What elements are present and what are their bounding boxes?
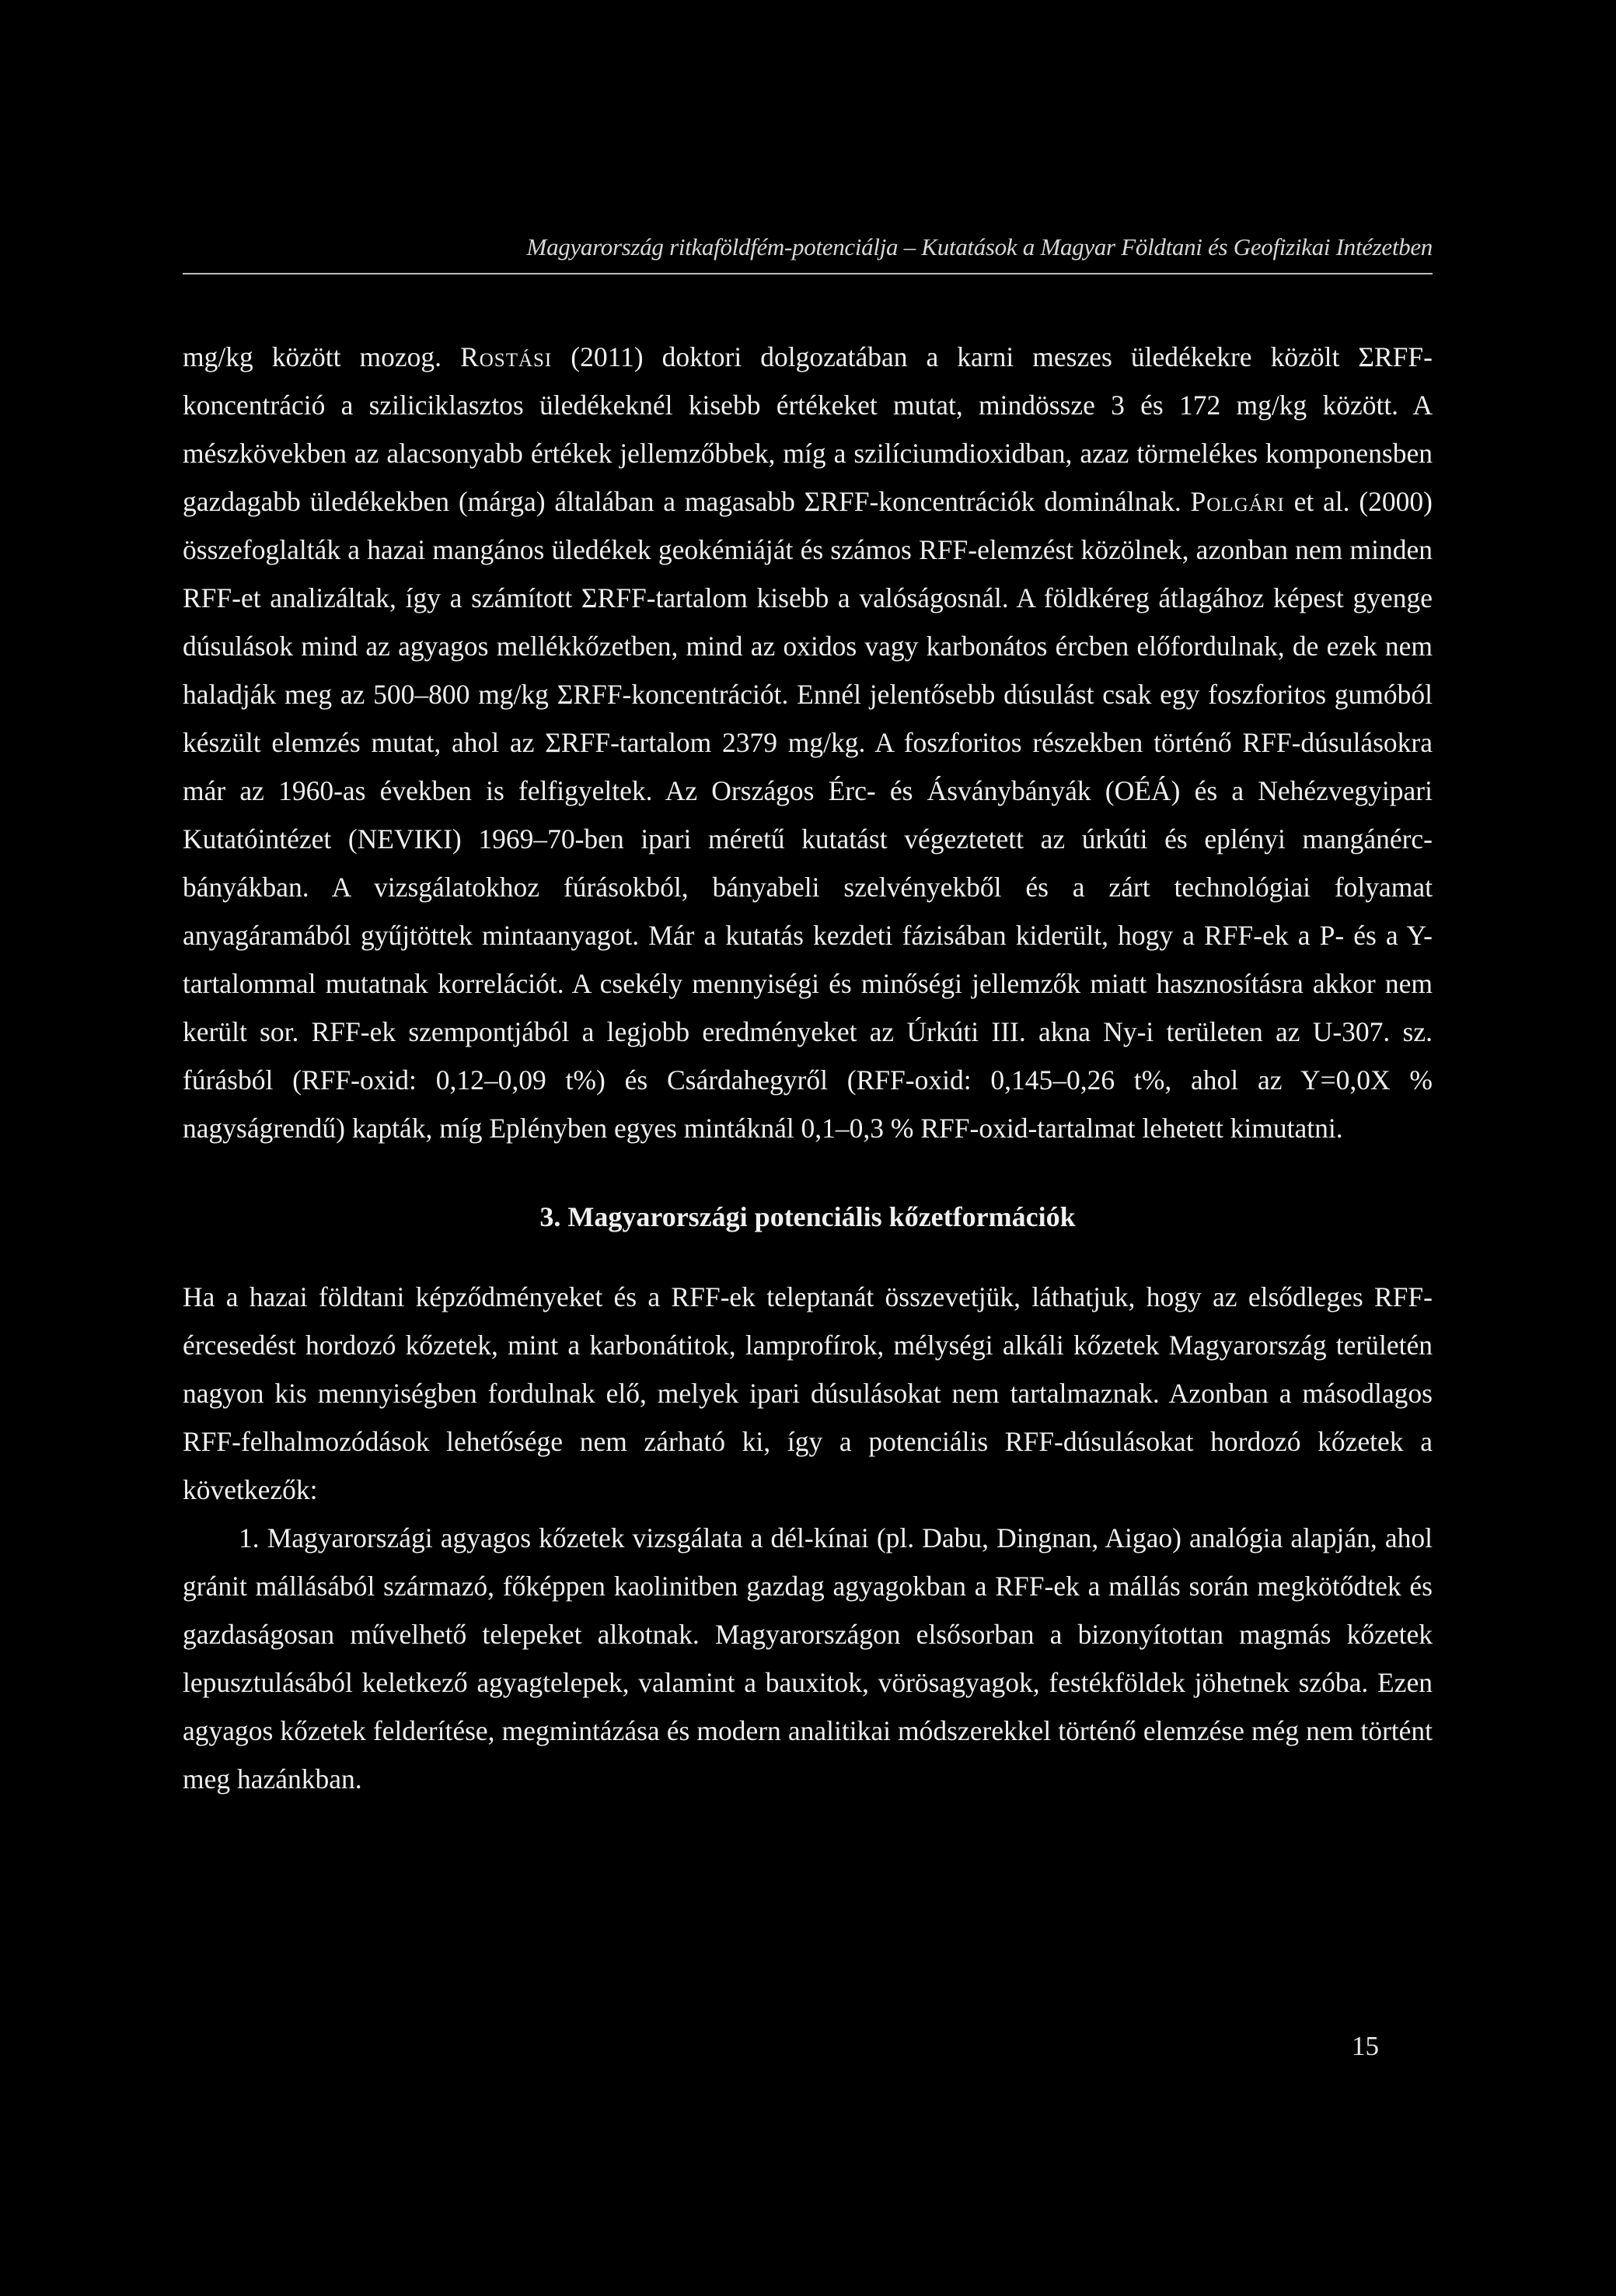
paragraph-1	[183, 333, 1433, 1152]
body-text	[183, 333, 1433, 1803]
paragraph-1-part-2: (2011) doktori dolgozatában a karni meszes üledékekre közölt ΣRFF-koncentráció a sziliciklasztos üledékeknél kisebb értékeket mutat, mindössze 3 és 172 mg/kg között. A mészkövekben az alacsonyabb értékek jellemzőbbek, míg a szilíciumdioxidban, azaz törmelékes komponensben gazdagabb üledékekben (márga) általában a magasabb ΣRFF-koncentrációk dominálnak.	[183, 341, 1433, 517]
paragraph-1-part-3: et al. (2000) összefoglalták a hazai mangános üledékek geokémiáját és számos RFF-elemzést közölnek, azonban nem minden RFF-et analizáltak, így a számított ΣRFF-tartalom kisebb a valóságosnál. A földkéreg átlagához képest gyenge dúsulások mind az agyagos mellékkőzetben, mind az oxidos vagy karbonátos ércben előfordulnak, de ezek nem haladják meg az 500–800 mg/kg ΣRFF-koncentrációt. Ennél jelentősebb dúsulást csak egy foszforitos gumóból készült elemzés mutat, ahol az ΣRFF-tartalom 2379 mg/kg. A foszforitos részekben történő RFF-dúsulásokra már az 1960-as években is felfigyeltek. Az Országos Érc- és Ásványbányák (OÉÁ) és a Nehézvegyipari Kutatóintézet (NEVIKI) 1969–70-ben ipari méretű kutatást végeztetett az úrkúti és eplényi mangánérc-bányákban. A vizsgálatokhoz fúrásokból, bányabeli szelvényekből és a zárt technológiai folyamat anyagáramából gyűjtöttek mintaanyagot. Már a kutatás kezdeti fázisában kiderült, hogy a RFF-ek a P- és a Y-tartalommal mutatnak korrelációt. A csekély mennyiségi és minőségi jellemzők miatt hasznosításra akkor nem került sor. RFF-ek szempontjából a legjobb eredményeket az Úrkúti III. akna Ny-i területen az U-307. sz. fúrásból (RFF-oxid: 0,12–0,09 t%) és Csárdahegyről (RFF-oxid: 0,145–0,26 t%, ahol az Y=0,0X % nagyságrendű) kapták, míg Eplényben egyes mintáknál 0,1–0,3 % RFF-oxid-tartalmat lehetett kimutatni.	[183, 486, 1433, 1144]
paragraph-1-part-1: mg/kg között mozog.	[183, 341, 461, 372]
running-header: Magyarország ritkaföldfém-potenciálja – Kutatások a Magyar Földtani és Geofizikai Intézetben	[526, 233, 1433, 260]
author-rostasi: Rostási	[460, 341, 553, 372]
paragraph-2: Ha a hazai földtani képződményeket és a RFF-ek teleptanát összevetjük, láthatjuk, hogy az elsődleges RFF-ércesedést hordozó kőzetek, mint a karbonátitok, lamprofírok, mélységi alkáli kőzetek Magyarország területén nagyon kis mennyiségben fordulnak elő, melyek ipari dúsulásokat nem tartalmaznak. Azonban a másodlagos RFF-felhalmozódások lehetősége nem zárható ki, így a potenciális RFF-dúsulásokat hordozó kőzetek a következők:	[183, 1281, 1433, 1505]
section-heading: 3. Magyarországi potenciális kőzetformációk	[539, 1201, 1076, 1232]
page-number: 15	[1352, 2031, 1379, 2061]
author-polgari: Polgári	[1190, 486, 1285, 517]
header-rule	[183, 273, 1433, 274]
list-item-1: 1. Magyarországi agyagos kőzetek vizsgálata a dél-kínai (pl. Dabu, Dingnan, Aigao) analógia alapján, ahol gránit mállásából származó, főképpen kaolinitben gazdag agyagokban a RFF-ek a mállás során megkötődtek és gazdaságosan művelhető telepeket alkotnak. Magyarországon elsősorban a bizonyítottan magmás kőzetek lepusztulásából keletkező agyagtelepek, valamint a bauxitok, vörösagyagok, festékföldek jöhetnek szóba. Ezen agyagos kőzetek felderítése, megmintázása és modern analitikai módszerekkel történő elemzése még nem történt meg hazánkban.	[183, 1522, 1433, 1795]
